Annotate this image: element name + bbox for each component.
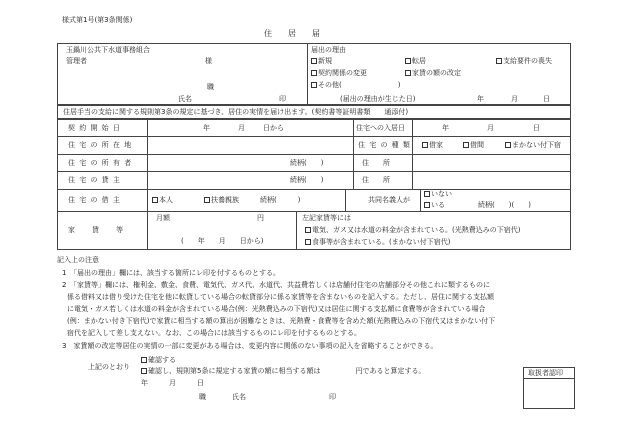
checkbox-icon <box>424 191 430 197</box>
shoku-label: 職 <box>207 83 214 91</box>
seal-label: 印 <box>279 95 286 103</box>
checkbox-icon <box>311 82 317 88</box>
move-in-day: 日 <box>533 124 540 132</box>
checkbox-icon <box>505 142 511 148</box>
rent-from-date: ( 年 月 日から) <box>181 237 264 245</box>
checkbox-icon <box>204 197 210 203</box>
checkbox-icon <box>311 58 317 64</box>
note-1: 1 「届出の理由」欄には、該当する箇所にレ印を付するものとする。 <box>62 269 280 277</box>
checkbox-icon <box>152 197 158 203</box>
contract-start-label: 契 約 開 始 日 <box>68 124 121 132</box>
rent-label: 家 賃 等 <box>68 226 124 234</box>
rent-includes-meals[interactable]: 食事等が含まれている。(まかない付下宿代) <box>305 239 450 246</box>
checkbox-icon <box>463 142 469 148</box>
contract-month: 月 <box>238 124 245 132</box>
confirm-option-1[interactable]: 確認する <box>141 357 176 364</box>
notes-heading: 記入上の注意 <box>57 256 99 264</box>
lessee-self[interactable]: 本人 <box>152 197 173 204</box>
reason-loss[interactable]: 支給要件の喪失 <box>496 58 552 65</box>
reason-rent-revision[interactable]: 家賃の額の改定 <box>405 70 461 77</box>
checkbox-icon <box>405 58 411 64</box>
checkbox-icon <box>141 357 147 363</box>
note-2: 2 「家賃等」欄には、権利金、敷金、食費、電気代、ガス代、水道代、共益費若しくは店舗付住宅の店舗部分その他これに類するものに <box>62 281 490 289</box>
form-number: 様式第1号(第3条関係) <box>62 16 133 24</box>
name-label: 氏名 <box>178 95 192 103</box>
housing-kind-label: 住 宅 の 種 類 <box>358 141 411 149</box>
reason-other[interactable]: その他( ) <box>311 82 400 89</box>
reason-heading: 届出の理由 <box>311 46 346 54</box>
move-in-month: 月 <box>487 124 494 132</box>
move-in-label: 住宅への入居日 <box>356 124 405 132</box>
addressee: 玉鍋川公共下水道事務組合 <box>66 46 150 54</box>
confirm-shoku: 職 <box>199 393 206 401</box>
statement: 住居手当の支給に関する規則第3条の規定に基づき、居住の実情を届け出ます。(契約書等証明書類 通添付) <box>63 108 409 116</box>
reason-contract-change[interactable]: 契約関係の変更 <box>311 70 367 77</box>
checkbox-icon <box>305 239 311 245</box>
sama-label: 様 <box>205 57 212 65</box>
lessor-relation: 続柄( ) <box>290 176 324 184</box>
checkbox-icon <box>305 227 311 233</box>
note-2-cont-1: 係る借料又は借り受けた住宅を他に転貸している場合の転貸部分に係る家賃等を含まないものを記入する。ただし、居住に関する支払額 <box>67 293 494 301</box>
owner-address-label: 住 所 <box>362 159 390 167</box>
lessee-dependent[interactable]: 扶養親族 <box>204 197 239 204</box>
co-tenant-relation: 続柄( )( ) <box>478 201 531 209</box>
co-tenant-exists[interactable]: いる <box>424 202 445 209</box>
yen-label: 円 <box>257 214 264 222</box>
lessee-relation: 続柄( ) <box>260 196 301 204</box>
reason-new[interactable]: 新規 <box>311 58 332 65</box>
confirm-name: 氏名 <box>232 393 246 401</box>
confirm-option-2[interactable]: 確認し、規則第5条に規定する家賃の額に相当する額は 円であると算定する。 <box>141 368 425 375</box>
stamp-box-label: 取扱者認印 <box>528 369 563 377</box>
checkbox-icon <box>405 70 411 76</box>
reason-month: 月 <box>511 95 518 103</box>
note-2-cont-2: に電気・ガス若しくは水道の料金が含まれている場合(例：光熱費込みの下宿代)又は居住に関する支払額に食費等が含まれている場合 <box>67 305 486 313</box>
co-tenant-label: 共同名義人が <box>368 196 410 204</box>
contract-from: 日から <box>263 124 284 132</box>
co-tenant-none[interactable]: いない <box>424 191 452 198</box>
note-3: 3 家賃額の改定等居住の実情の一部に変更がある場合は、変更内容に関係のない事項の記入を省略することができる。 <box>62 342 438 350</box>
owner-relation: 続柄( ) <box>290 159 324 167</box>
note-2-cont-4: 宿代を記入して差し支えない。なお、この場合には該当するものにレ印を付するものとする。 <box>67 329 361 337</box>
reason-year: 年 <box>477 95 484 103</box>
confirm-seal: 印 <box>329 393 336 401</box>
kind-rented-house[interactable]: 借家 <box>422 142 443 149</box>
checkbox-icon <box>424 202 430 208</box>
reason-date-line: (届出の理由が生じた日) <box>340 95 416 103</box>
page-title: 住 居 届 <box>264 29 320 38</box>
checkbox-icon <box>422 142 428 148</box>
reason-day: 日 <box>543 95 550 103</box>
confirm-date: 年 月 日 <box>141 379 204 387</box>
monthly-label: 月額 <box>156 214 170 222</box>
lessor-label: 住 宅 の 貸 主 <box>68 176 121 184</box>
reason-move[interactable]: 転居 <box>405 58 426 65</box>
move-in-year: 年 <box>442 124 449 132</box>
note-2-cont-3: (例：まかない付き下宿代)で家賃に相当する額の算出が困難なときは、光熱費・食費等を含めた額(光熱費込みの下宿代又はまかない付下 <box>67 317 496 325</box>
rent-note: 左記家賃等には <box>302 214 351 222</box>
owner-label: 住 宅 の 所 有 者 <box>68 159 133 167</box>
checkbox-icon <box>496 58 502 64</box>
lessor-address-label: 住 所 <box>362 176 390 184</box>
checkbox-icon <box>141 368 147 374</box>
checkbox-icon <box>311 70 317 76</box>
location-label: 住 宅 の 所 在 地 <box>68 141 133 149</box>
rent-includes-utilities[interactable]: 電気、ガス又は水道の料金が含まれている。(光熱費込みの下宿代) <box>305 227 520 234</box>
kind-rented-room[interactable]: 借間 <box>463 142 484 149</box>
administrator-label: 管理者 <box>66 57 87 65</box>
lessee-label: 住 宅 の 借 主 <box>68 196 121 204</box>
contract-year: 年 <box>203 124 210 132</box>
confirm-label: 上記のとおり <box>88 363 130 371</box>
kind-boarding[interactable]: まかない付下宿 <box>505 142 561 149</box>
